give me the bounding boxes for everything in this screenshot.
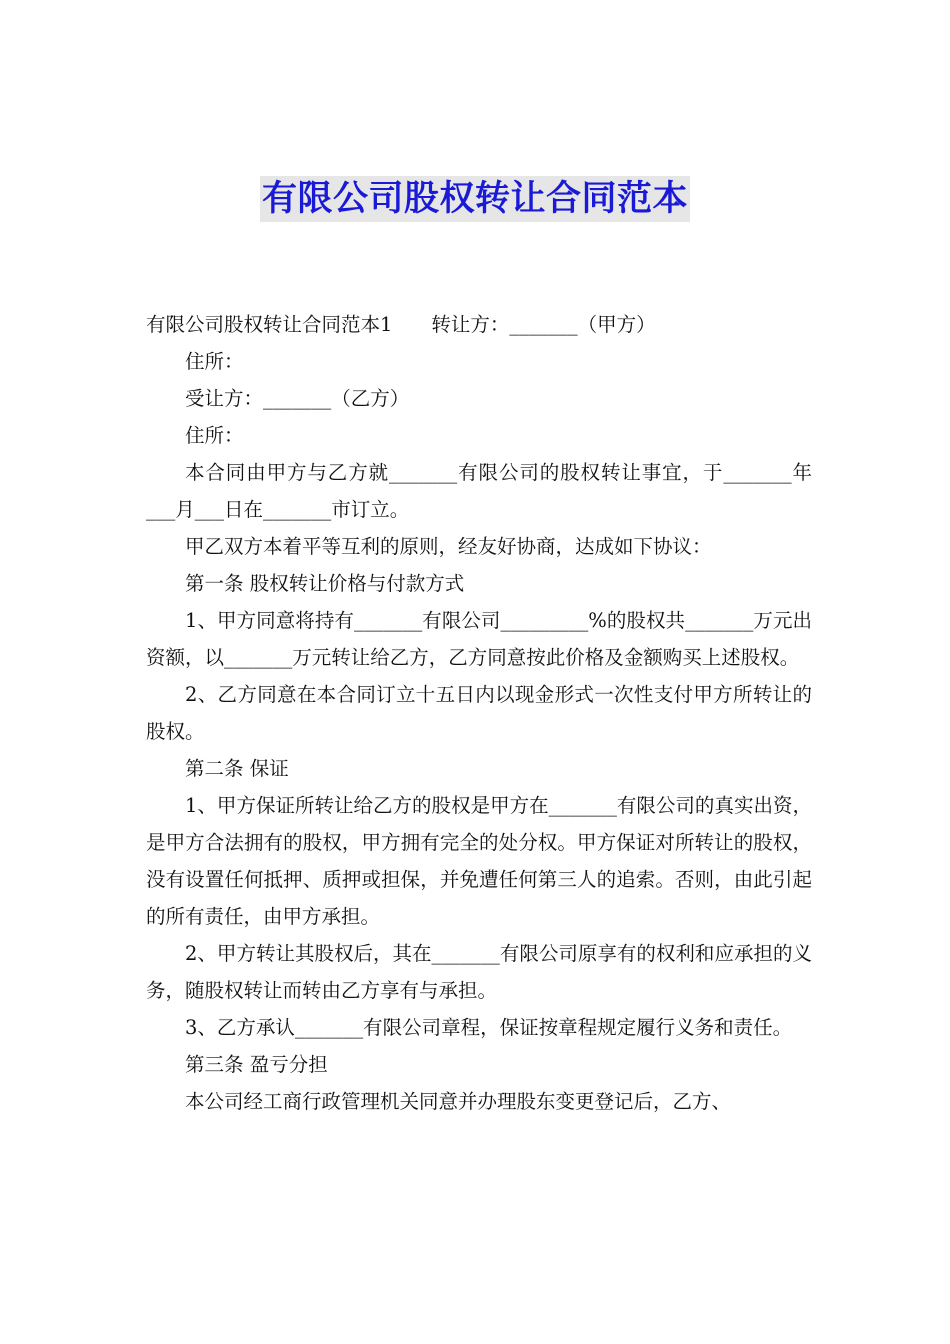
- paragraph-address-2: 住所：: [185, 424, 244, 447]
- title-container: [0, 176, 950, 222]
- article-1-heading: 第一条 股权转让价格与付款方式: [185, 572, 465, 595]
- article-2-clause-3: 3、乙方承认_______有限公司章程，保证按章程规定履行义务和责任。: [185, 1016, 793, 1039]
- article-3-paragraph: 本公司经工商行政管理机关同意并办理股东变更登记后，乙方、: [185, 1090, 732, 1113]
- document-body: [146, 306, 812, 1120]
- paragraph-principle: 甲乙双方本着平等互利的原则，经友好协商，达成如下协议：: [185, 535, 712, 558]
- article-2-clause-1: 1、甲方保证所转让给乙方的股权是甲方在_______有限公司的真实出资，是甲方合法拥有的股权，甲方拥有完全的处分权。甲方保证对所转让的股权，没有设置任何抵押、质押或担保，并免遭任何第三人的追索。否则，由此引起的所有责任，由甲方承担。: [146, 794, 812, 928]
- article-2-heading: 第二条 保证: [185, 757, 289, 780]
- paragraph-heading-line: 有限公司股权转让合同范本1 转让方：_______（甲方）: [146, 313, 656, 336]
- paragraph-address-1: 住所：: [185, 350, 244, 373]
- article-1-clause-2: 2、乙方同意在本合同订立十五日内以现金形式一次性支付甲方所转让的股权。: [146, 683, 812, 743]
- paragraph-transferee: 受让方：_______（乙方）: [185, 387, 410, 410]
- document-title: 有限公司股权转让合同范本: [260, 176, 690, 222]
- article-1-clause-1: 1、甲方同意将持有_______有限公司_________%的股权共_______万元出资额，以_______万元转让给乙方，乙方同意按此价格及金额购买上述股权。: [146, 609, 812, 669]
- article-3-heading: 第三条 盈亏分担: [185, 1053, 328, 1076]
- paragraph-contract-intro: 本合同由甲方与乙方就_______有限公司的股权转让事宜，于_______年___月___日在_______市订立。: [146, 461, 812, 521]
- article-2-clause-2: 2、甲方转让其股权后，其在_______有限公司原享有的权利和应承担的义务，随股权转让而转由乙方享有与承担。: [146, 942, 812, 1002]
